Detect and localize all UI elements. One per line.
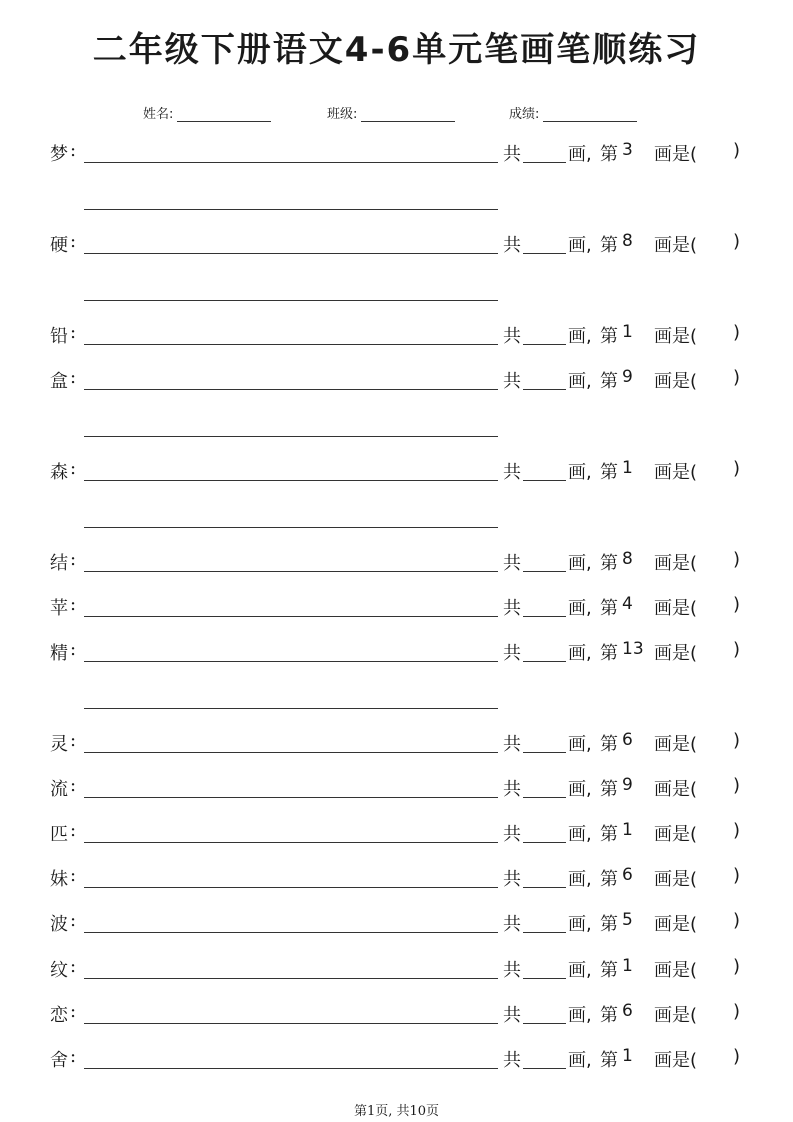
target-character: 精 <box>50 643 68 664</box>
close-paren: ) <box>733 367 741 388</box>
exercise-row <box>0 956 793 982</box>
stroke-number: 6 <box>622 1001 633 1021</box>
total-label: 共 <box>503 1050 521 1071</box>
target-character: 盒 <box>50 371 68 392</box>
stroke-order-answer-line[interactable] <box>84 661 498 662</box>
total-label: 共 <box>503 598 521 619</box>
total-label: 共 <box>503 235 521 256</box>
close-paren: ) <box>733 549 741 570</box>
target-character: 梦 <box>50 144 68 165</box>
stroke-count-blank[interactable] <box>523 389 566 390</box>
stroke-is-label: 画是( <box>654 869 698 890</box>
close-paren: ) <box>733 639 741 660</box>
ordinal-label: 第 <box>600 824 618 845</box>
target-character: 恋 <box>50 1005 68 1026</box>
stroke-order-answer-line[interactable] <box>84 842 498 843</box>
stroke-count-blank[interactable] <box>523 978 566 979</box>
stroke-order-answer-line[interactable] <box>84 253 498 254</box>
target-character: 灵 <box>50 734 68 755</box>
stroke-number: 1 <box>622 458 633 478</box>
stroke-comma-label: 画, <box>568 326 592 347</box>
stroke-order-answer-line[interactable] <box>84 389 498 390</box>
close-paren: ) <box>733 322 741 343</box>
target-character: 森 <box>50 462 68 483</box>
stroke-comma-label: 画, <box>568 371 592 392</box>
stroke-is-label: 画是( <box>654 371 698 392</box>
ordinal-label: 第 <box>600 960 618 981</box>
total-label: 共 <box>503 869 521 890</box>
stroke-order-answer-line[interactable] <box>84 797 498 798</box>
stroke-order-answer-line[interactable] <box>84 571 498 572</box>
colon-label: : <box>70 140 77 161</box>
colon-label: : <box>70 820 77 841</box>
stroke-is-label: 画是( <box>654 824 698 845</box>
colon-label: : <box>70 322 77 343</box>
ordinal-label: 第 <box>600 144 618 165</box>
ordinal-label: 第 <box>600 598 618 619</box>
exercise-row <box>0 639 793 665</box>
stroke-is-label: 画是( <box>654 914 698 935</box>
colon-label: : <box>70 730 77 751</box>
exercise-row <box>0 820 793 846</box>
target-character: 妹 <box>50 869 68 890</box>
score-label: 成绩: <box>509 107 540 122</box>
stroke-is-label: 画是( <box>654 643 698 664</box>
stroke-number: 13 <box>622 639 644 659</box>
stroke-count-blank[interactable] <box>523 162 566 163</box>
target-character: 苹 <box>50 598 68 619</box>
target-character: 硬 <box>50 235 68 256</box>
colon-label: : <box>70 367 77 388</box>
total-label: 共 <box>503 960 521 981</box>
close-paren: ) <box>733 956 741 977</box>
colon-label: : <box>70 956 77 977</box>
ordinal-label: 第 <box>600 235 618 256</box>
stroke-number: 5 <box>622 910 633 930</box>
class-blank[interactable] <box>361 107 455 122</box>
ordinal-label: 第 <box>600 1005 618 1026</box>
stroke-number: 9 <box>622 367 633 387</box>
stroke-is-label: 画是( <box>654 1050 698 1071</box>
target-character: 铅 <box>50 326 68 347</box>
exercise-row <box>0 594 793 620</box>
total-label: 共 <box>503 371 521 392</box>
colon-label: : <box>70 231 77 252</box>
stroke-count-blank[interactable] <box>523 887 566 888</box>
continuation-answer-line[interactable] <box>84 300 498 301</box>
stroke-comma-label: 画, <box>568 598 592 619</box>
name-field <box>143 103 271 122</box>
stroke-count-blank[interactable] <box>523 842 566 843</box>
class-field <box>327 103 455 122</box>
stroke-comma-label: 画, <box>568 235 592 256</box>
colon-label: : <box>70 1046 77 1067</box>
name-blank[interactable] <box>177 107 271 122</box>
continuation-answer-line[interactable] <box>84 436 498 437</box>
close-paren: ) <box>733 594 741 615</box>
stroke-count-blank[interactable] <box>523 932 566 933</box>
stroke-order-answer-line[interactable] <box>84 887 498 888</box>
exercise-row <box>0 730 793 756</box>
ordinal-label: 第 <box>600 553 618 574</box>
page-title: 二年级下册语文4-6单元笔画笔顺练习 <box>92 30 701 70</box>
stroke-number: 1 <box>622 322 633 342</box>
total-label: 共 <box>503 326 521 347</box>
stroke-number: 1 <box>622 820 633 840</box>
exercise-row <box>0 910 793 936</box>
stroke-number: 8 <box>622 231 633 251</box>
stroke-count-blank[interactable] <box>523 616 566 617</box>
stroke-order-answer-line[interactable] <box>84 162 498 163</box>
stroke-order-answer-line[interactable] <box>84 480 498 481</box>
close-paren: ) <box>733 910 741 931</box>
exercise-row <box>0 322 793 348</box>
score-field <box>509 103 637 122</box>
score-blank[interactable] <box>543 107 637 122</box>
continuation-answer-line[interactable] <box>84 527 498 528</box>
colon-label: : <box>70 458 77 479</box>
close-paren: ) <box>733 775 741 796</box>
stroke-comma-label: 画, <box>568 869 592 890</box>
stroke-comma-label: 画, <box>568 553 592 574</box>
close-paren: ) <box>733 1001 741 1022</box>
colon-label: : <box>70 594 77 615</box>
colon-label: : <box>70 639 77 660</box>
stroke-comma-label: 画, <box>568 144 592 165</box>
stroke-comma-label: 画, <box>568 1050 592 1071</box>
exercise-row <box>0 865 793 891</box>
colon-label: : <box>70 549 77 570</box>
student-info-row <box>0 103 793 123</box>
exercise-row <box>0 775 793 801</box>
stroke-is-label: 画是( <box>654 326 698 347</box>
total-label: 共 <box>503 462 521 483</box>
close-paren: ) <box>733 1046 741 1067</box>
close-paren: ) <box>733 865 741 886</box>
stroke-number: 4 <box>622 594 633 614</box>
stroke-count-blank[interactable] <box>523 752 566 753</box>
stroke-number: 1 <box>622 1046 633 1066</box>
close-paren: ) <box>733 730 741 751</box>
stroke-comma-label: 画, <box>568 734 592 755</box>
stroke-comma-label: 画, <box>568 1005 592 1026</box>
stroke-order-answer-line[interactable] <box>84 344 498 345</box>
stroke-comma-label: 画, <box>568 960 592 981</box>
stroke-comma-label: 画, <box>568 462 592 483</box>
page-footer: 第1页, 共10页 <box>353 1104 440 1119</box>
ordinal-label: 第 <box>600 869 618 890</box>
stroke-order-answer-line[interactable] <box>84 616 498 617</box>
stroke-comma-label: 画, <box>568 779 592 800</box>
ordinal-label: 第 <box>600 326 618 347</box>
total-label: 共 <box>503 824 521 845</box>
target-character: 流 <box>50 779 68 800</box>
stroke-comma-label: 画, <box>568 914 592 935</box>
name-label: 姓名: <box>143 107 174 122</box>
stroke-is-label: 画是( <box>654 734 698 755</box>
stroke-order-answer-line[interactable] <box>84 932 498 933</box>
exercise-row <box>0 549 793 575</box>
stroke-count-blank[interactable] <box>523 253 566 254</box>
stroke-number: 6 <box>622 865 633 885</box>
ordinal-label: 第 <box>600 1050 618 1071</box>
close-paren: ) <box>733 458 741 479</box>
stroke-order-answer-line[interactable] <box>84 752 498 753</box>
exercise-row <box>0 458 793 484</box>
exercise-row <box>0 1046 793 1072</box>
total-label: 共 <box>503 734 521 755</box>
stroke-count-blank[interactable] <box>523 344 566 345</box>
stroke-count-blank[interactable] <box>523 1023 566 1024</box>
stroke-number: 1 <box>622 956 633 976</box>
close-paren: ) <box>733 820 741 841</box>
close-paren: ) <box>733 140 741 161</box>
target-character: 波 <box>50 914 68 935</box>
stroke-order-answer-line[interactable] <box>84 1068 498 1069</box>
stroke-order-answer-line[interactable] <box>84 978 498 979</box>
ordinal-label: 第 <box>600 643 618 664</box>
stroke-is-label: 画是( <box>654 960 698 981</box>
colon-label: : <box>70 775 77 796</box>
stroke-count-blank[interactable] <box>523 480 566 481</box>
target-character: 结 <box>50 553 68 574</box>
total-label: 共 <box>503 779 521 800</box>
class-label: 班级: <box>327 107 358 122</box>
ordinal-label: 第 <box>600 462 618 483</box>
stroke-comma-label: 画, <box>568 643 592 664</box>
continuation-answer-line[interactable] <box>84 209 498 210</box>
target-character: 纹 <box>50 960 68 981</box>
stroke-count-blank[interactable] <box>523 661 566 662</box>
stroke-is-label: 画是( <box>654 1005 698 1026</box>
exercise-row <box>0 231 793 257</box>
colon-label: : <box>70 910 77 931</box>
ordinal-label: 第 <box>600 734 618 755</box>
stroke-is-label: 画是( <box>654 553 698 574</box>
ordinal-label: 第 <box>600 914 618 935</box>
stroke-count-blank[interactable] <box>523 797 566 798</box>
stroke-is-label: 画是( <box>654 779 698 800</box>
exercise-row <box>0 367 793 393</box>
continuation-answer-line[interactable] <box>84 708 498 709</box>
stroke-comma-label: 画, <box>568 824 592 845</box>
stroke-number: 9 <box>622 775 633 795</box>
stroke-number: 6 <box>622 730 633 750</box>
total-label: 共 <box>503 1005 521 1026</box>
total-label: 共 <box>503 553 521 574</box>
stroke-number: 3 <box>622 140 633 160</box>
stroke-count-blank[interactable] <box>523 571 566 572</box>
exercise-row <box>0 140 793 166</box>
total-label: 共 <box>503 914 521 935</box>
ordinal-label: 第 <box>600 779 618 800</box>
stroke-order-answer-line[interactable] <box>84 1023 498 1024</box>
stroke-number: 8 <box>622 549 633 569</box>
total-label: 共 <box>503 643 521 664</box>
stroke-is-label: 画是( <box>654 462 698 483</box>
close-paren: ) <box>733 231 741 252</box>
target-character: 匹 <box>50 824 68 845</box>
stroke-is-label: 画是( <box>654 144 698 165</box>
ordinal-label: 第 <box>600 371 618 392</box>
colon-label: : <box>70 1001 77 1022</box>
stroke-is-label: 画是( <box>654 235 698 256</box>
target-character: 舍 <box>50 1050 68 1071</box>
colon-label: : <box>70 865 77 886</box>
stroke-count-blank[interactable] <box>523 1068 566 1069</box>
total-label: 共 <box>503 144 521 165</box>
stroke-is-label: 画是( <box>654 598 698 619</box>
exercise-row <box>0 1001 793 1027</box>
